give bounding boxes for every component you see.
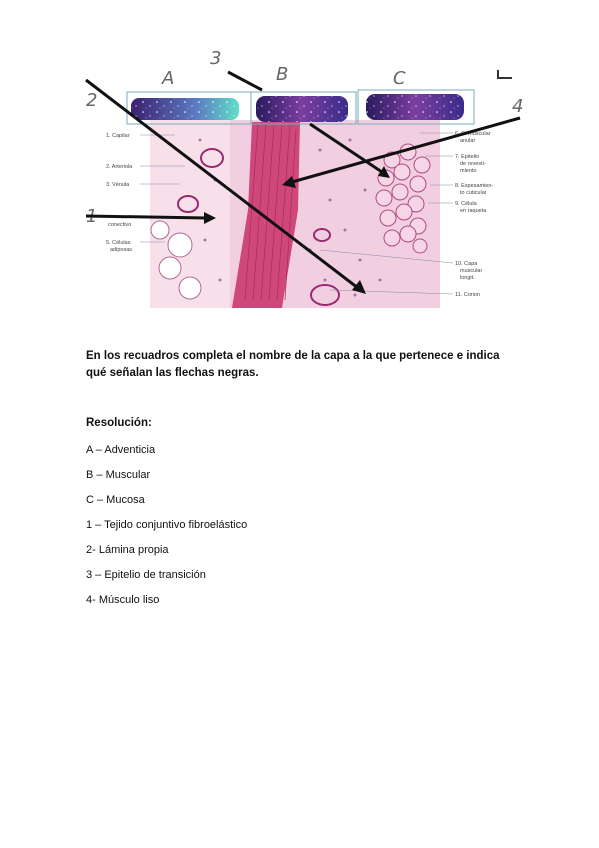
right-label: 11. Corion: [455, 292, 480, 298]
right-label: 9. Célula: [455, 201, 477, 207]
left-label: 5. Células: [106, 240, 131, 246]
answer-2: 2- Lámina propia: [86, 544, 169, 556]
resolution-title: Resolución:: [86, 417, 152, 429]
answer-c: C – Mucosa: [86, 494, 145, 506]
arrow-1: [86, 216, 206, 218]
letter-a: A: [162, 68, 175, 89]
left-legend: [106, 133, 133, 253]
instruction-line-2: qué señalan las flechas negras.: [86, 367, 259, 379]
right-label: en raqueta: [460, 208, 487, 214]
box-a-stars: [131, 98, 239, 120]
box-c-stars: [366, 94, 464, 120]
answer-a: A – Adventicia: [86, 444, 156, 456]
right-label: de revesti-: [460, 161, 486, 167]
right-label: 6. C. muscular: [455, 131, 491, 137]
instruction: [86, 348, 516, 382]
number-4: 4: [512, 96, 524, 117]
answer-3: 3 – Epitelio de transición: [86, 569, 206, 581]
histology-figure: [0, 0, 599, 330]
right-label: 7. Epitelio: [455, 154, 480, 160]
left-label: adiposas: [110, 247, 133, 253]
left-label: 2. Arteriola: [106, 164, 133, 170]
left-label: conectivo: [108, 222, 132, 228]
number-2: 2: [86, 90, 98, 111]
right-label: muscular: [460, 268, 483, 274]
corner-mark: [498, 70, 512, 78]
answer-4: 4- Músculo liso: [86, 594, 160, 606]
right-label: 10. Capa: [455, 261, 478, 267]
right-label: to cuticular: [460, 190, 487, 196]
right-legend: [455, 131, 493, 298]
instruction-line-1: En los recuadros completa el nombre de la capa a la que pertenece e indica: [86, 350, 500, 362]
right-label: longit.: [460, 275, 475, 281]
box-b-stars: [256, 96, 348, 122]
answer-b: B – Muscular: [86, 469, 151, 481]
number-3: 3: [210, 48, 222, 69]
left-label: 1. Capilar: [106, 133, 130, 139]
right-label: 8. Espesamien-: [455, 183, 494, 189]
letter-c: C: [393, 68, 406, 89]
left-label: 3. Vénula: [106, 182, 130, 188]
right-label: anular: [460, 138, 476, 144]
right-label: miento: [460, 168, 477, 174]
letter-b: B: [276, 64, 289, 85]
answer-1: 1 – Tejido conjuntivo fibroelástico: [86, 519, 248, 531]
arrow-3: [228, 72, 262, 90]
